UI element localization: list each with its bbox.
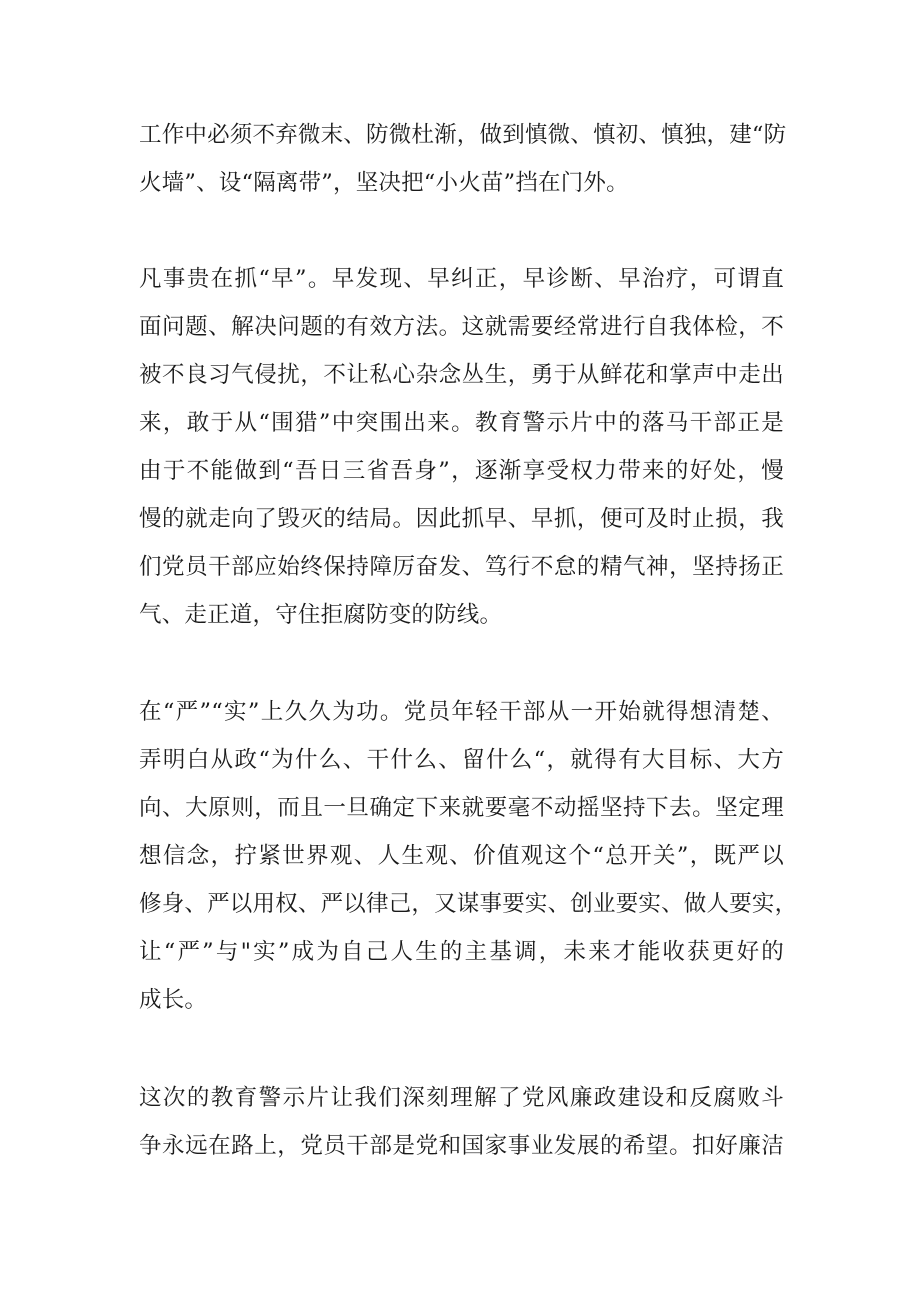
text-line: 火墙”、设“隔离带”，坚决把“小火苗”挡在门外。: [139, 170, 629, 196]
text-line: 让“严”与"实”成为自己人生的主基调，未来才能收获更好的: [139, 939, 784, 965]
text-line: 争永远在路上，党员干部是党和国家事业发展的希望。扣好廉洁: [139, 1133, 784, 1159]
text-line: 慢的就走向了毁灭的结局。因此抓早、早抓，便可及时止损，我: [139, 506, 784, 532]
paragraph-2: [139, 255, 784, 639]
text-line: 修身、严以用权、严以律己，又谋事要实、创业要实、做人要实，: [139, 891, 798, 917]
text-line: 来，敢于从“围猎”中突围出来。教育警示片中的落马干部正是: [139, 410, 784, 436]
text-line: 被不良习气侵扰，不让私心杂念丛生，勇于从鲜花和掌声中走出: [139, 362, 784, 388]
text-line: 由于不能做到“吾日三省吾身”，逐渐享受权力带来的好处，慢: [139, 458, 784, 484]
paragraph-3: [139, 688, 798, 1024]
text-line: 想信念，拧紧世界观、人生观、价值观这个“总开关”，既严以: [139, 843, 784, 869]
text-line: 向、大原则，而且一旦确定下来就要毫不动摇坚持下去。坚定理: [139, 795, 784, 821]
text-line: 在“严”“实”上久久为功。党员年轻干部从一开始就得想清楚、: [139, 699, 784, 725]
paragraph-1: [139, 111, 787, 207]
text-line: 凡事贵在抓“早”。早发现、早纠正，早诊断、早治疗，可谓直: [139, 266, 784, 292]
text-line: 弄明白从政“为什么、干什么、留什么“，就得有大目标、大方: [139, 747, 784, 773]
text-line: 们党员干部应始终保持障厉奋发、笃行不怠的精气神，坚持扬正: [139, 554, 784, 580]
paragraph-4: [139, 1074, 784, 1170]
text-line: 面问题、解决问题的有效方法。这就需要经常进行自我体检，不: [139, 314, 784, 340]
text-line: 这次的教育警示片让我们深刻理解了党风廉政建设和反腐败斗: [139, 1085, 784, 1111]
text-line: 气、走正道，守住拒腐防变的防线。: [139, 602, 503, 628]
text-line: 工作中必须不弃微末、防微杜渐，做到慎微、慎初、慎独，建“防: [139, 122, 787, 148]
text-line: 成长。: [139, 987, 208, 1013]
